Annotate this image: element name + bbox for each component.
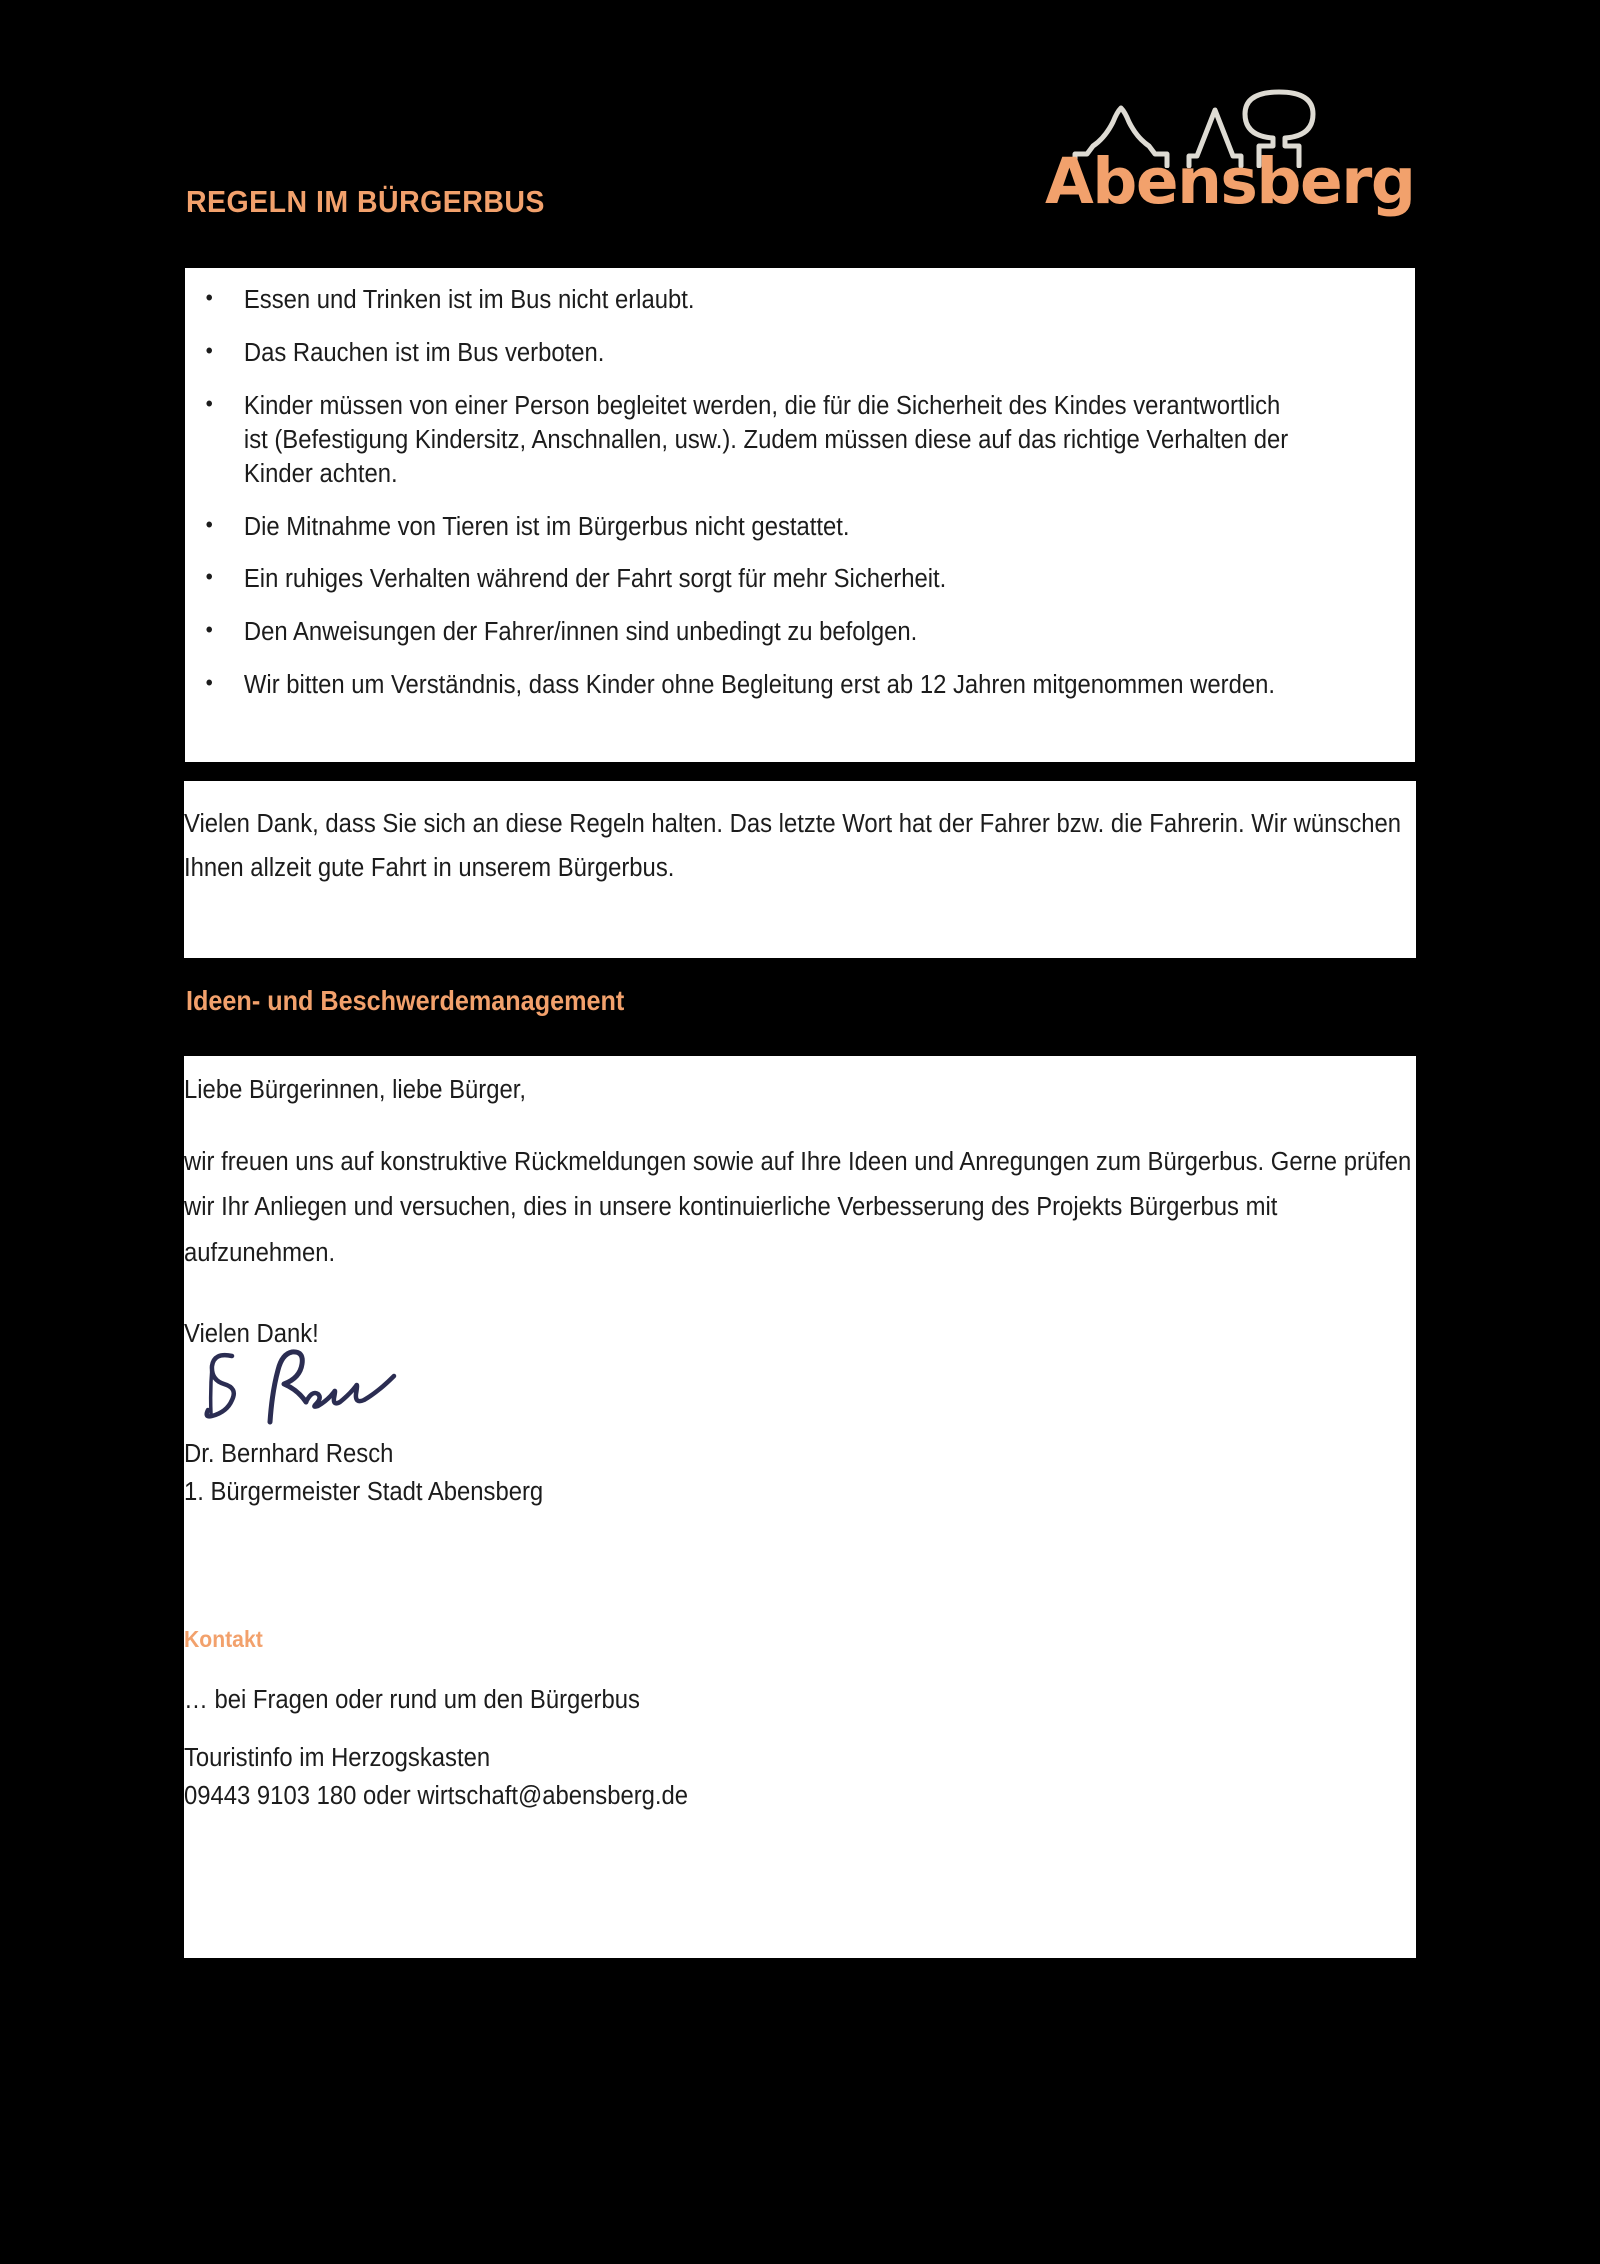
contact-office: Touristinfo im Herzogskasten <box>184 1744 491 1772</box>
feedback-body-text: wir freuen uns auf konstruktive Rückmeldungen sowie auf Ihre Ideen und Anregungen zum Bürgerbus. Gerne prüfen wir Ihr Anliegen und versuchen, dies in unsere kontinuierliche Verbesserung des Projekts Bürgerbus mit aufzunehmen. <box>184 1148 1412 1267</box>
thanks-text: Vielen Dank! <box>184 1320 319 1348</box>
contact-details: 09443 9103 180 oder wirtschaft@abensberg.de <box>184 1782 689 1810</box>
handwritten-signature <box>198 1346 428 1431</box>
abensberg-logo <box>1045 78 1415 258</box>
list-item: • Den Anweisungen der Fahrer/innen sind unbedingt zu befolgen. <box>185 616 1335 650</box>
list-item: • Das Rauchen ist im Bus verboten. <box>185 337 1335 371</box>
closing-note-text: Vielen Dank, dass Sie sich an diese Regeln halten. Das letzte Wort hat der Fahrer bzw. die Fahrerin. Wir wünschen Ihnen allzeit gute Fahrt in unserem Bürgerbus. <box>184 810 1402 882</box>
list-item: • Die Mitnahme von Tieren ist im Bürgerbus nicht gestattet. <box>185 511 1335 545</box>
rules-list <box>185 284 1415 722</box>
list-item: • Essen und Trinken ist im Bus nicht erlaubt. <box>185 284 1335 318</box>
list-item: • Ein ruhiges Verhalten während der Fahrt sorgt für mehr Sicherheit. <box>185 563 1335 597</box>
signer-role: 1. Bürgermeister Stadt Abensberg <box>184 1478 544 1506</box>
rules-panel <box>185 268 1415 762</box>
logo-wordmark: Abensberg <box>1045 145 1415 218</box>
page-header <box>0 0 1600 268</box>
list-item: • Kinder müssen von einer Person begleitet werden, die für die Sicherheit des Kindes verantwortlich ist (Befestigung Kindersitz, Anschnallen, usw.). Zudem müssen diese auf das richtige Verhalten der Kinder achten. <box>185 390 1335 492</box>
signer-name: Dr. Bernhard Resch <box>184 1440 394 1468</box>
section-title-contact: Kontakt <box>184 1626 263 1652</box>
closing-note-panel <box>184 781 1416 958</box>
salutation-text: Liebe Bürgerinnen, liebe Bürger, <box>184 1076 526 1104</box>
page-title: REGELN IM BÜRGERBUS <box>186 184 545 219</box>
feedback-panel <box>184 1056 1416 1958</box>
list-item: • Wir bitten um Verständnis, dass Kinder ohne Begleitung erst ab 12 Jahren mitgenommen werden. <box>185 669 1335 703</box>
section-title-feedback: Ideen- und Beschwerdemanagement <box>186 985 625 1016</box>
contact-intro: … bei Fragen oder rund um den Bürgerbus <box>184 1686 640 1714</box>
